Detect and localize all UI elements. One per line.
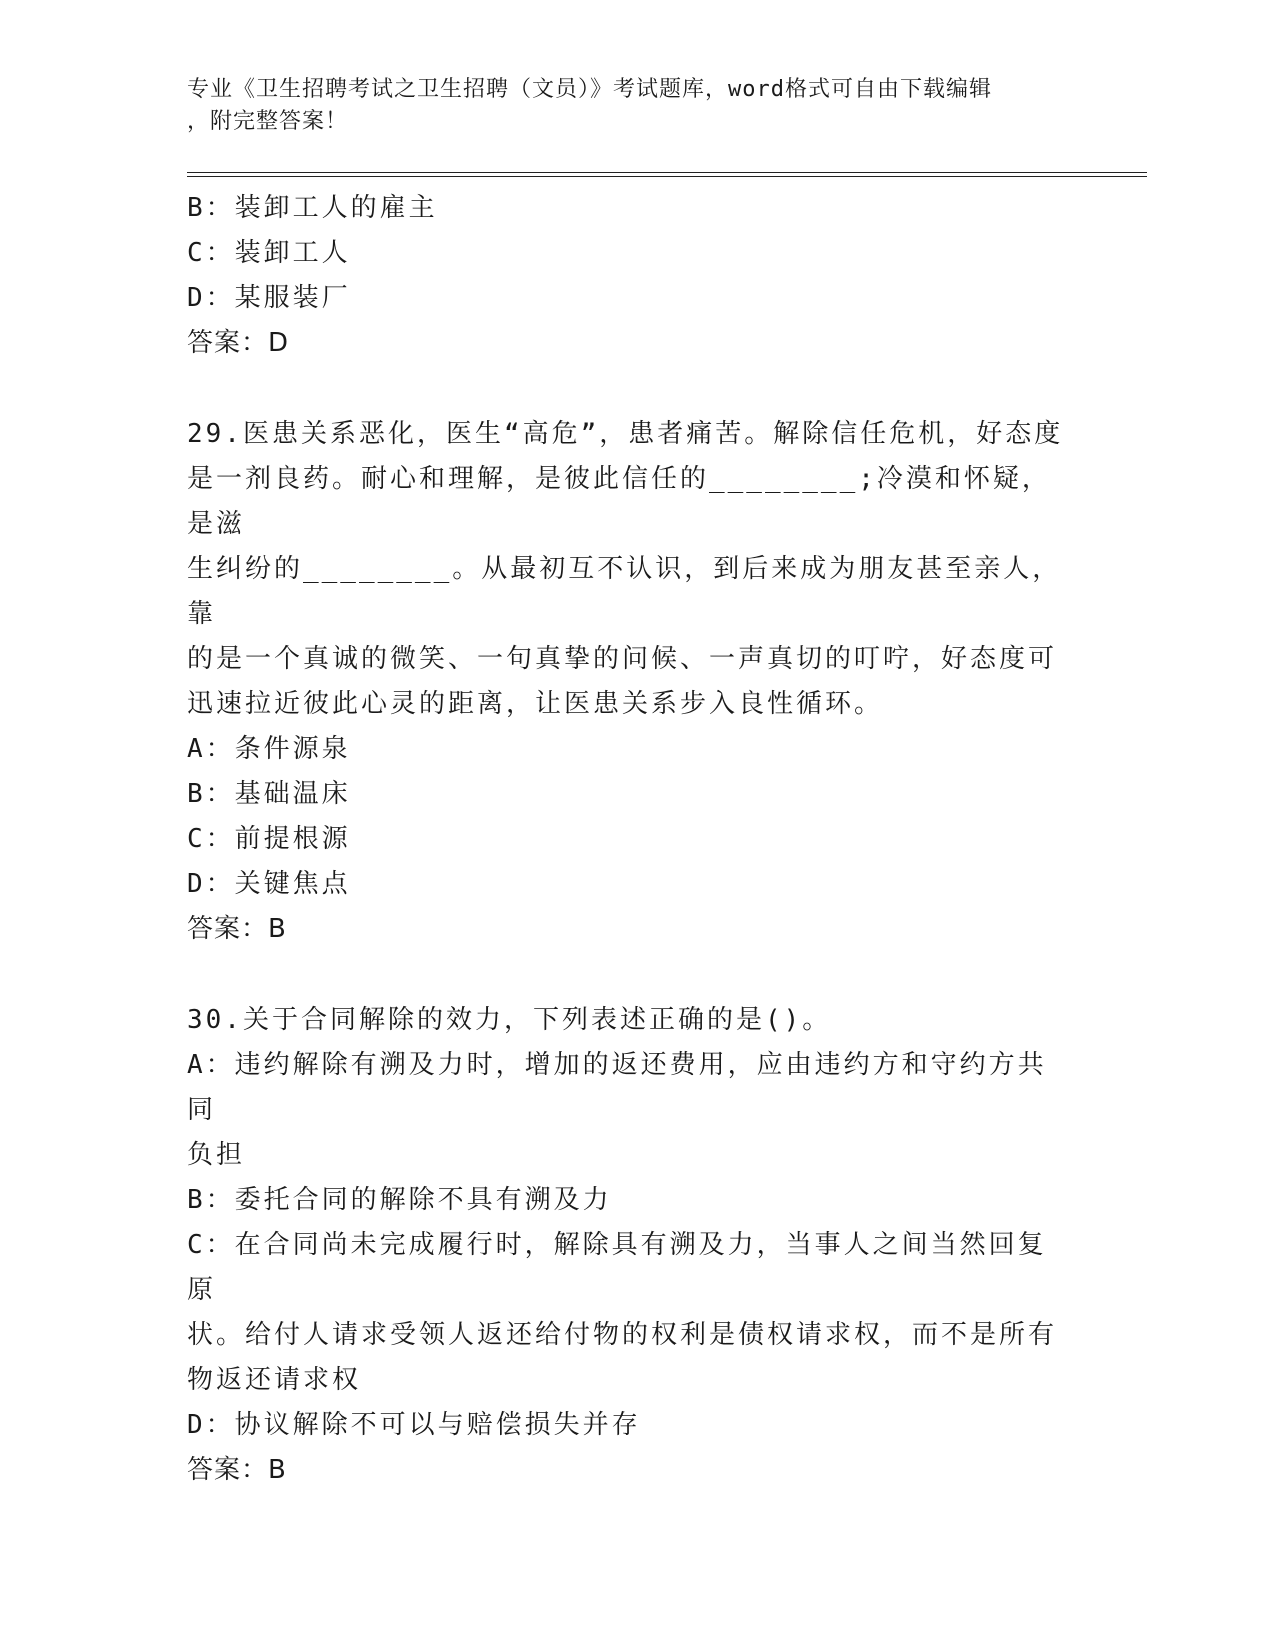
header-line-2: ，附完整答案！ xyxy=(187,109,349,134)
document-body xyxy=(187,186,1067,1493)
spacer xyxy=(187,366,1067,412)
question-28-block xyxy=(187,186,1067,366)
option-d: D：协议解除不可以与赔偿损失并存 xyxy=(187,1410,641,1440)
option-a: A：违约解除有溯及力时，增加的返还费用，应由违约方和守约方共同 xyxy=(187,1050,1047,1125)
option-d: D：某服装厂 xyxy=(187,283,351,313)
option-b: B：基础温床 xyxy=(187,779,351,809)
option-c-continued: 状。给付人请求受领人返还给付物的权利是债权请求权，而不是所有 xyxy=(187,1320,1058,1350)
option-a: A：条件源泉 xyxy=(187,734,351,764)
answer-line: 答案：B xyxy=(187,914,287,944)
question-stem-line: 的是一个真诚的微笑、一句真挚的问候、一声真切的叮咛，好态度可 xyxy=(187,644,1058,674)
question-29-block xyxy=(187,412,1067,952)
question-stem-line: 30.关于合同解除的效力，下列表述正确的是()。 xyxy=(187,1005,832,1035)
spacer xyxy=(187,952,1067,998)
option-b: B：委托合同的解除不具有溯及力 xyxy=(187,1185,612,1215)
document-header xyxy=(187,74,1067,138)
question-stem-line: 是一剂良药。耐心和理解，是彼此信任的________;冷漠和怀疑，是滋 xyxy=(187,464,1051,539)
header-line-1: 专业《卫生招聘考试之卫生招聘（文员）》考试题库，word格式可自由下载编辑 xyxy=(187,77,992,102)
option-b: B：装卸工人的雇主 xyxy=(187,193,438,223)
question-stem-line: 迅速拉近彼此心灵的距离，让医患关系步入良性循环。 xyxy=(187,689,884,719)
question-stem-line: 生纠纷的________。从最初互不认识，到后来成为朋友甚至亲人，靠 xyxy=(187,554,1062,629)
header-rule-bottom xyxy=(187,176,1147,177)
option-d: D：关键焦点 xyxy=(187,869,351,899)
option-c: C：装卸工人 xyxy=(187,238,351,268)
answer-line: 答案：D xyxy=(187,328,290,358)
question-30-block xyxy=(187,998,1067,1493)
option-c: C：前提根源 xyxy=(187,824,351,854)
option-c: C：在合同尚未完成履行时，解除具有溯及力，当事人之间当然回复原 xyxy=(187,1230,1047,1305)
question-stem-line: 29.医患关系恶化，医生“高危”，患者痛苦。解除信任危机，好态度 xyxy=(187,419,1064,449)
option-c-continued: 物返还请求权 xyxy=(187,1365,362,1395)
option-a-continued: 负担 xyxy=(187,1140,246,1170)
answer-line: 答案：B xyxy=(187,1455,287,1485)
header-rule-top xyxy=(187,172,1147,173)
